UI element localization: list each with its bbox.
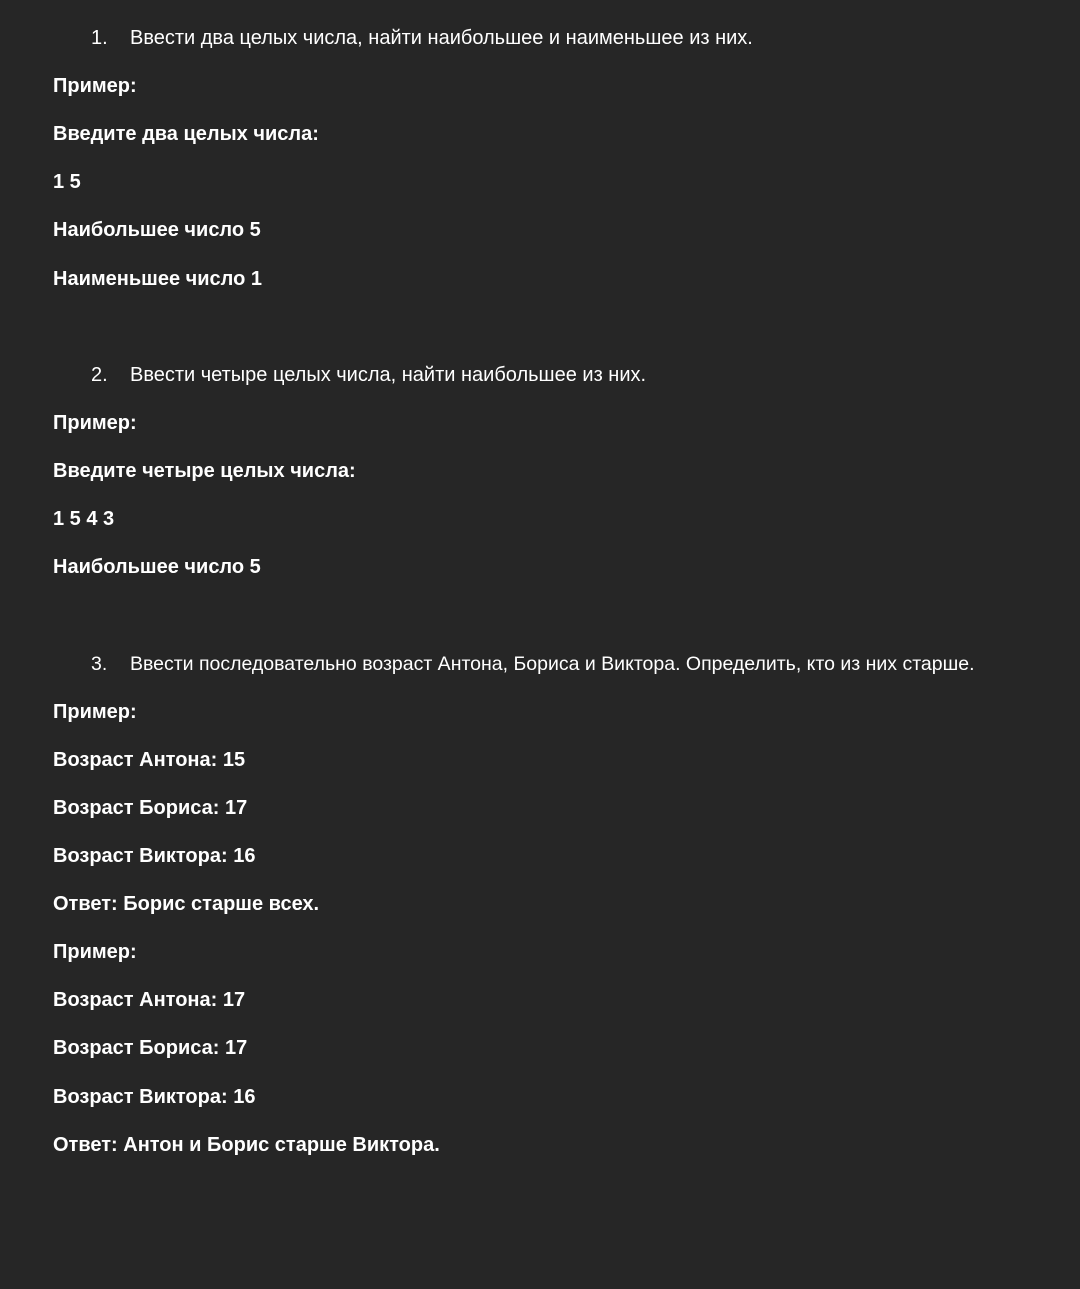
task-3-heading [91,652,975,676]
task-2-line: Пример: [53,412,137,434]
task-3-line: Возраст Виктора: 16 [53,1086,256,1108]
task-2-line: 1 5 4 3 [53,508,115,530]
task-3-line: Возраст Бориса: 17 [53,1037,248,1059]
task-1-line: Наибольшее число 5 [53,219,261,241]
task-1-heading [91,26,753,50]
task-3-number: 3. [91,653,108,675]
task-3-line: Пример: [53,941,137,963]
task-3-text: Ввести последовательно возраст Антона, Бориса и Виктора. Определить, кто из них старше. [130,653,975,675]
task-1-number: 1. [91,27,108,49]
task-2-text: Ввести четыре целых числа, найти наибольшее из них. [130,364,647,386]
task-1-line: 1 5 [53,171,81,193]
task-2-line: Введите четыре целых числа: [53,460,356,482]
task-2-heading [91,363,646,387]
task-3-line: Пример: [53,701,137,723]
task-3-line: Возраст Антона: 15 [53,749,246,771]
task-1-line: Введите два целых числа: [53,123,319,145]
task-3-line: Возраст Бориса: 17 [53,797,248,819]
task-1-text: Ввести два целых числа, найти наибольшее и наименьшее из них. [130,27,753,49]
task-3-line: Ответ: Борис старше всех. [53,893,320,915]
task-2-line: Наибольшее число 5 [53,556,261,578]
task-3-line: Ответ: Антон и Борис старше Виктора. [53,1134,440,1156]
task-3-line: Возраст Антона: 17 [53,989,246,1011]
task-1-line: Пример: [53,75,137,97]
task-3-line: Возраст Виктора: 16 [53,845,256,867]
task-2-number: 2. [91,364,108,386]
task-1-line: Наименьшее число 1 [53,268,262,290]
